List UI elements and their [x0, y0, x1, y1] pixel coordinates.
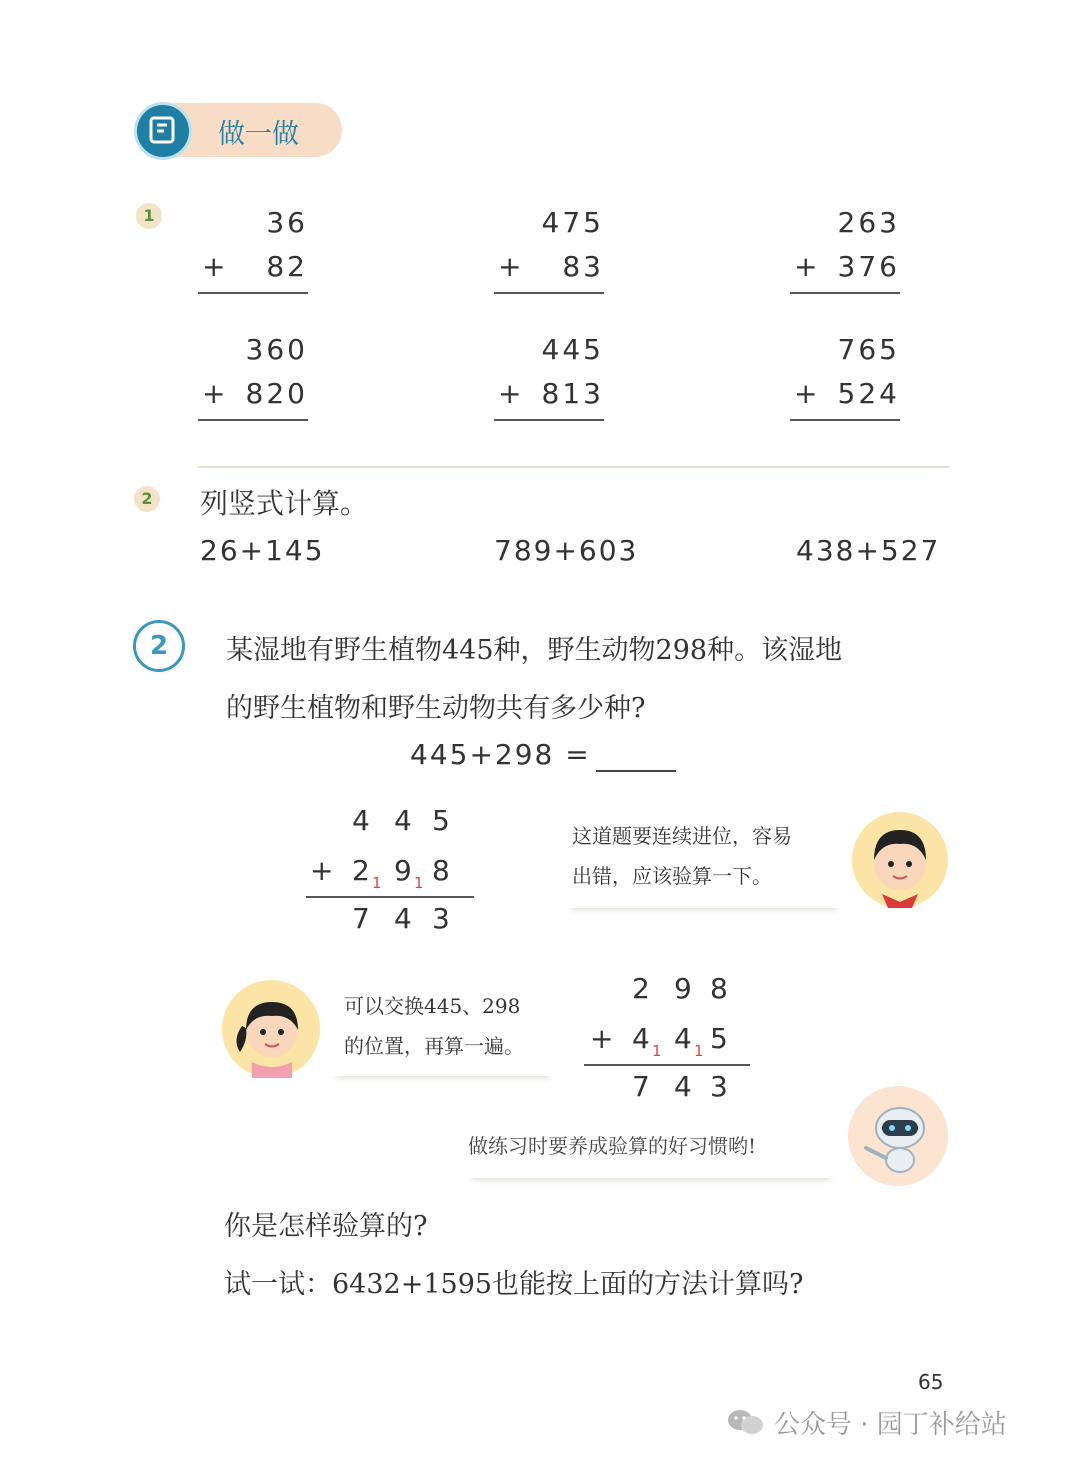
word-problem-line-2: 的野生植物和野生动物共有多少种? [226, 693, 646, 724]
sum-line [198, 419, 308, 421]
digit: 9 [394, 854, 412, 887]
addition-problem-5 [494, 327, 604, 421]
section-title: 做一做 [218, 119, 299, 150]
addition-problem-6 [790, 327, 900, 421]
addend-bottom: 820 [245, 376, 308, 410]
addend-top: 765 [837, 332, 900, 366]
boy-speech-bubble [566, 816, 842, 908]
digit: 4 [394, 804, 412, 837]
digit: 8 [432, 854, 450, 887]
addend-top: 360 [245, 332, 308, 366]
addend-top: 445 [541, 332, 604, 366]
exercise-instruction: 列竖式计算。 [200, 487, 369, 520]
addition-problem-2 [494, 200, 604, 294]
plus-sign: + [794, 249, 821, 283]
exercise-badge-1: 1 [136, 203, 162, 229]
plus-sign: + [202, 376, 229, 410]
watermark: 公众号 · 园丁补给站 [774, 1410, 1007, 1440]
addend-bottom: 83 [562, 249, 604, 283]
digit: 4 [394, 902, 412, 935]
digit: 8 [710, 972, 728, 1005]
carry-mark: 1 [694, 1042, 704, 1060]
expression-3: 438+527 [796, 534, 941, 567]
girl-speech-bubble [330, 986, 556, 1076]
plus-sign: + [498, 376, 525, 410]
addend-bottom: 376 [837, 249, 900, 283]
digit: 2 [352, 854, 370, 887]
digit: 4 [674, 1070, 692, 1103]
practice-icon [134, 102, 192, 160]
word-problem-line-1: 某湿地有野生植物445种，野生动物298种。该湿地 [226, 635, 843, 666]
boy-avatar [852, 812, 948, 908]
question-try: 试一试：6432+1595也能按上面的方法计算吗? [224, 1269, 804, 1300]
addition-problem-4 [198, 327, 308, 421]
plus-sign: + [794, 376, 821, 410]
digit: 4 [352, 804, 370, 837]
carry-mark: 1 [414, 874, 424, 892]
plus-sign: + [310, 854, 334, 887]
sum-line [494, 419, 604, 421]
expression-2: 789+603 [494, 534, 639, 567]
sum-line [198, 292, 308, 294]
vertical-calc-check [584, 964, 750, 1116]
robot-speech-bubble [466, 1126, 836, 1178]
bubble-line: 出错，应该验算一下。 [572, 864, 772, 888]
addend-bottom: 82 [266, 249, 308, 283]
addend-bottom: 813 [541, 376, 604, 410]
addend-top: 263 [837, 205, 900, 239]
sum-line [790, 292, 900, 294]
bubble-line: 的位置，再算一遍。 [344, 1034, 524, 1058]
question-how-check: 你是怎样验算的? [224, 1211, 428, 1242]
vertical-calc-original [306, 796, 474, 948]
bubble-line: 这道题要连续进位，容易 [572, 824, 792, 848]
answer-blank [596, 770, 676, 772]
expression-1: 26+145 [200, 534, 325, 567]
digit: 4 [632, 1022, 650, 1055]
digit: 5 [710, 1022, 728, 1055]
girl-avatar [222, 980, 320, 1078]
digit: 3 [432, 902, 450, 935]
sum-line [790, 419, 900, 421]
equation: 445+298 = [410, 738, 591, 771]
plus-sign: + [498, 249, 525, 283]
addend-top: 36 [266, 205, 308, 239]
addend-bottom: 524 [837, 376, 900, 410]
sum-line [494, 292, 604, 294]
carry-mark: 1 [652, 1042, 662, 1060]
example-number: 2 [133, 620, 185, 672]
addition-problem-1 [198, 200, 308, 294]
digit: 2 [632, 972, 650, 1005]
plus-sign: + [590, 1022, 614, 1055]
addition-problem-3 [790, 200, 900, 294]
digit: 3 [710, 1070, 728, 1103]
exercise-badge-2: 2 [134, 486, 160, 512]
bubble-line: 可以交换445、298 [344, 994, 521, 1018]
digit: 5 [432, 804, 450, 837]
section-divider [198, 466, 950, 468]
digit: 7 [352, 902, 370, 935]
carry-mark: 1 [372, 874, 382, 892]
plus-sign: + [202, 249, 229, 283]
bubble-line: 做练习时要养成验算的好习惯哟! [468, 1134, 757, 1158]
digit: 4 [674, 1022, 692, 1055]
wechat-icon [726, 1408, 766, 1436]
page-number: 65 [918, 1370, 944, 1394]
digit: 9 [674, 972, 692, 1005]
digit: 7 [632, 1070, 650, 1103]
robot-avatar [848, 1086, 948, 1186]
addend-top: 475 [541, 205, 604, 239]
